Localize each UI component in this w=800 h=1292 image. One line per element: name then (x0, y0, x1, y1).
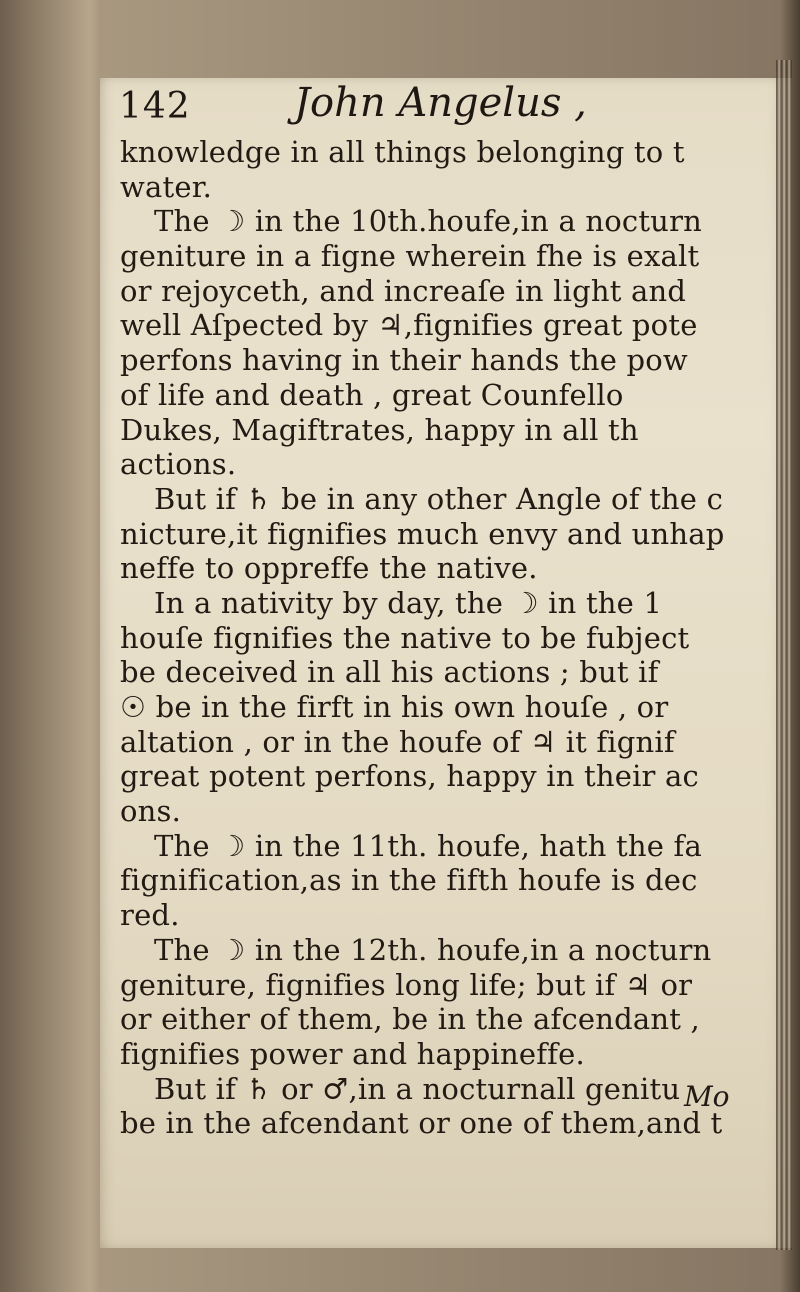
text-line: The ☽ in the 12th. houfe,in a nocturn (154, 932, 712, 967)
text-line: altation , or in the houfe of ♃ it fignif (120, 724, 675, 759)
text-line: knowledge in all things belonging to t (120, 135, 685, 169)
text-line: The ☽ in the 11th. houfe, hath the fa (154, 828, 702, 863)
text-line: But if ♄ or ♂,in a nocturnall genitu (154, 1071, 681, 1106)
page-header (100, 78, 792, 132)
text-line: In a nativity by day, the ☽ in the 1 (154, 585, 663, 620)
text-line: great potent perfons, happy in their ac (120, 759, 699, 794)
running-head: John Angelus , (294, 80, 587, 126)
text-line: nicture,it fignifies much envy and unhap (120, 516, 725, 551)
text-line: well Aſpected by ♃,fignifies great pote (120, 308, 698, 343)
text-line: houſe fignifies the native to be fubject (120, 620, 690, 655)
text-line: neffe to oppreffe the native. (120, 551, 538, 586)
text-line: perfons having in their hands the pow (120, 343, 688, 378)
text-line: or either of them, be in the afcendant , (120, 1002, 700, 1037)
text-line: of life and death , great Counfello (120, 377, 624, 412)
page-fore-edge (776, 60, 792, 1250)
text-line: But if ♄ be in any other Angle of the c (154, 481, 724, 516)
text-line: fignifies power and happineffe. (120, 1036, 585, 1071)
text-line: geniture in a figne wherein fhe is exalt (120, 239, 700, 274)
text-line: ☉ be in the firft in his own houſe , or (120, 690, 669, 724)
book-page (100, 78, 792, 1248)
text-line: Dukes, Magiftrates, happy in all th (120, 412, 639, 447)
text-line: be in the afcendant or one of them,and t (120, 1106, 723, 1141)
text-line: water. (120, 169, 213, 204)
text-line: or rejoyceth, and increaſe in light and (120, 273, 687, 308)
text-line: red. (120, 898, 180, 933)
page-number: 142 (119, 86, 191, 127)
text-line: be deceived in all his actions ; but if (120, 655, 659, 690)
text-line: geniture, fignifies long life; but if ♃ or (120, 967, 693, 1002)
catchword: Mo (684, 1080, 730, 1113)
text-line: The ☽ in the 10th.houfe,in a nocturn (154, 204, 703, 239)
text-line: actions. (120, 447, 237, 482)
body-text (120, 135, 780, 1141)
text-line: fignification,as in the fifth houfe is dec (120, 863, 698, 898)
text-line: ons. (120, 794, 182, 829)
